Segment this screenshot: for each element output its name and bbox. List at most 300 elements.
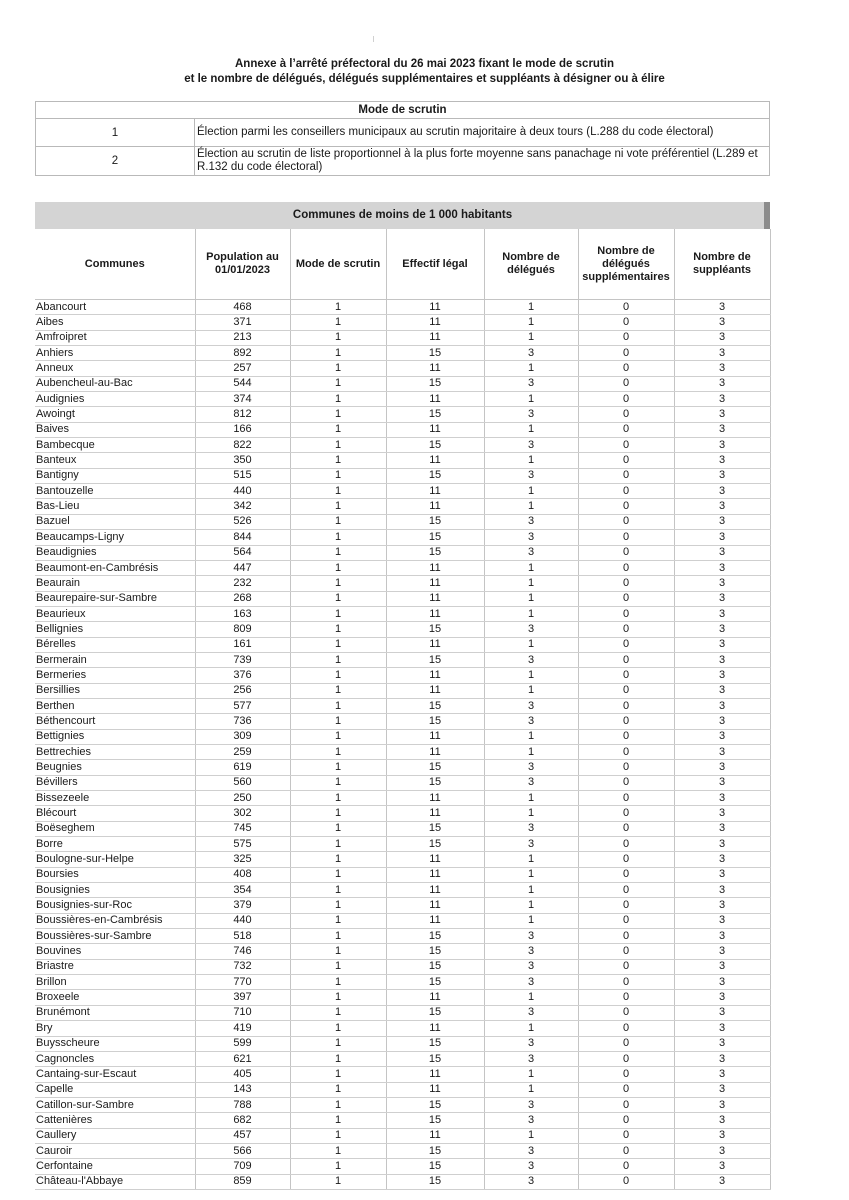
table-row: [35, 652, 770, 667]
commune-name-cell: Beaurepaire-sur-Sambre: [35, 591, 195, 606]
column-header-population: Population au 01/01/2023: [195, 229, 290, 300]
nombre-delegues-cell: 1: [484, 560, 578, 575]
mode-description: Élection au scrutin de liste proportionnel à la plus forte moyenne sans panachage ni vote préférentiel (L.289 et R.132 du code électoral): [195, 147, 770, 176]
mode-scrutin-cell: 1: [290, 1143, 386, 1158]
population-cell: 788: [195, 1097, 290, 1112]
population-cell: 732: [195, 959, 290, 974]
table-row: [35, 668, 770, 683]
mode-scrutin-cell: 1: [290, 1097, 386, 1112]
nombre-delegues-cell: 1: [484, 453, 578, 468]
column-header-delegues: Nombre de délégués: [484, 229, 578, 300]
population-cell: 256: [195, 683, 290, 698]
delegues-supplementaires-cell: 0: [578, 975, 674, 990]
population-cell: 736: [195, 714, 290, 729]
nombre-suppleants-cell: 3: [674, 775, 770, 790]
nombre-suppleants-cell: 3: [674, 591, 770, 606]
column-header-effectif: Effectif légal: [386, 229, 484, 300]
mode-number: 2: [36, 147, 195, 176]
mode-scrutin-cell: 1: [290, 315, 386, 330]
commune-name-cell: Borre: [35, 837, 195, 852]
communes-table-body: [35, 300, 770, 1190]
column-header-mode: Mode de scrutin: [290, 229, 386, 300]
commune-name-cell: Beaurieux: [35, 606, 195, 621]
population-cell: 350: [195, 453, 290, 468]
delegues-supplementaires-cell: 0: [578, 652, 674, 667]
nombre-delegues-cell: 1: [484, 499, 578, 514]
effectif-legal-cell: 11: [386, 392, 484, 407]
commune-name-cell: Bantouzelle: [35, 484, 195, 499]
effectif-legal-cell: 11: [386, 300, 484, 315]
table-row: [35, 438, 770, 453]
delegues-supplementaires-cell: 0: [578, 438, 674, 453]
table-row: [35, 1128, 770, 1143]
nombre-suppleants-cell: 3: [674, 376, 770, 391]
table-row: [35, 1082, 770, 1097]
nombre-suppleants-cell: 3: [674, 806, 770, 821]
commune-name-cell: Bévillers: [35, 775, 195, 790]
table-row: [35, 683, 770, 698]
delegues-supplementaires-cell: 0: [578, 1113, 674, 1128]
nombre-delegues-cell: 3: [484, 1036, 578, 1051]
nombre-delegues-cell: 3: [484, 929, 578, 944]
population-cell: 709: [195, 1159, 290, 1174]
delegues-supplementaires-cell: 0: [578, 468, 674, 483]
scan-edge-mark: [764, 202, 770, 229]
table-row: [35, 1051, 770, 1066]
effectif-legal-cell: 11: [386, 560, 484, 575]
nombre-delegues-cell: 1: [484, 422, 578, 437]
nombre-delegues-cell: 3: [484, 837, 578, 852]
table-row: [35, 346, 770, 361]
nombre-suppleants-cell: 3: [674, 315, 770, 330]
nombre-suppleants-cell: 3: [674, 422, 770, 437]
nombre-suppleants-cell: 3: [674, 330, 770, 345]
commune-name-cell: Beaurain: [35, 576, 195, 591]
population-cell: 419: [195, 1021, 290, 1036]
commune-name-cell: Berthen: [35, 698, 195, 713]
effectif-legal-cell: 11: [386, 1067, 484, 1082]
delegues-supplementaires-cell: 0: [578, 622, 674, 637]
mode-scrutin-cell: 1: [290, 346, 386, 361]
mode-scrutin-cell: 1: [290, 514, 386, 529]
nombre-suppleants-cell: 3: [674, 514, 770, 529]
table-row: [35, 791, 770, 806]
table-row: [35, 698, 770, 713]
commune-name-cell: Bérelles: [35, 637, 195, 652]
commune-name-cell: Anhiers: [35, 346, 195, 361]
nombre-delegues-cell: 3: [484, 959, 578, 974]
commune-name-cell: Boulogne-sur-Helpe: [35, 852, 195, 867]
effectif-legal-cell: 15: [386, 959, 484, 974]
effectif-legal-cell: 11: [386, 484, 484, 499]
delegues-supplementaires-cell: 0: [578, 1082, 674, 1097]
nombre-suppleants-cell: 3: [674, 990, 770, 1005]
nombre-delegues-cell: 1: [484, 300, 578, 315]
delegues-supplementaires-cell: 0: [578, 714, 674, 729]
effectif-legal-cell: 11: [386, 791, 484, 806]
delegues-supplementaires-cell: 0: [578, 1097, 674, 1112]
commune-name-cell: Brillon: [35, 975, 195, 990]
nombre-suppleants-cell: 3: [674, 1159, 770, 1174]
table-row: [35, 392, 770, 407]
mode-scrutin-cell: 1: [290, 1067, 386, 1082]
effectif-legal-cell: 15: [386, 1143, 484, 1158]
delegues-supplementaires-cell: 0: [578, 376, 674, 391]
table-row: [35, 775, 770, 790]
nombre-delegues-cell: 3: [484, 530, 578, 545]
delegues-supplementaires-cell: 0: [578, 1051, 674, 1066]
communes-section-banner: Communes de moins de 1 000 habitants: [35, 202, 770, 229]
mode-scrutin-cell: 1: [290, 775, 386, 790]
mode-scrutin-cell: 1: [290, 622, 386, 637]
delegues-supplementaires-cell: 0: [578, 545, 674, 560]
delegues-supplementaires-cell: 0: [578, 806, 674, 821]
population-cell: 844: [195, 530, 290, 545]
table-row: [35, 867, 770, 882]
mode-scrutin-cell: 1: [290, 714, 386, 729]
mode-scrutin-cell: 1: [290, 376, 386, 391]
delegues-supplementaires-cell: 0: [578, 591, 674, 606]
delegues-supplementaires-cell: 0: [578, 990, 674, 1005]
effectif-legal-cell: 11: [386, 591, 484, 606]
nombre-delegues-cell: 3: [484, 438, 578, 453]
nombre-suppleants-cell: 3: [674, 652, 770, 667]
effectif-legal-cell: 11: [386, 1082, 484, 1097]
delegues-supplementaires-cell: 0: [578, 346, 674, 361]
nombre-suppleants-cell: 3: [674, 622, 770, 637]
nombre-suppleants-cell: 3: [674, 392, 770, 407]
nombre-delegues-cell: 1: [484, 898, 578, 913]
delegues-supplementaires-cell: 0: [578, 606, 674, 621]
delegues-supplementaires-cell: 0: [578, 913, 674, 928]
mode-scrutin-cell: 1: [290, 744, 386, 759]
nombre-delegues-cell: 1: [484, 990, 578, 1005]
delegues-supplementaires-cell: 0: [578, 698, 674, 713]
nombre-delegues-cell: 1: [484, 683, 578, 698]
mode-scrutin-cell: 1: [290, 1174, 386, 1189]
delegues-supplementaires-cell: 0: [578, 1143, 674, 1158]
delegues-supplementaires-cell: 0: [578, 837, 674, 852]
effectif-legal-cell: 15: [386, 346, 484, 361]
nombre-delegues-cell: 1: [484, 791, 578, 806]
delegues-supplementaires-cell: 0: [578, 791, 674, 806]
delegues-supplementaires-cell: 0: [578, 530, 674, 545]
delegues-supplementaires-cell: 0: [578, 1021, 674, 1036]
effectif-legal-cell: 15: [386, 760, 484, 775]
nombre-suppleants-cell: 3: [674, 1113, 770, 1128]
effectif-legal-cell: 15: [386, 1174, 484, 1189]
commune-name-cell: Aibes: [35, 315, 195, 330]
mode-scrutin-cell: 1: [290, 330, 386, 345]
nombre-suppleants-cell: 3: [674, 744, 770, 759]
effectif-legal-cell: 11: [386, 315, 484, 330]
table-row: [35, 1067, 770, 1082]
population-cell: 440: [195, 484, 290, 499]
effectif-legal-cell: 11: [386, 913, 484, 928]
table-row: [35, 852, 770, 867]
table-row: [35, 898, 770, 913]
commune-name-cell: Bissezeele: [35, 791, 195, 806]
table-row: [35, 606, 770, 621]
commune-name-cell: Boëseghem: [35, 821, 195, 836]
delegues-supplementaires-cell: 0: [578, 422, 674, 437]
nombre-suppleants-cell: 3: [674, 576, 770, 591]
nombre-suppleants-cell: 3: [674, 499, 770, 514]
nombre-delegues-cell: 3: [484, 1143, 578, 1158]
nombre-suppleants-cell: 3: [674, 560, 770, 575]
commune-name-cell: Boursies: [35, 867, 195, 882]
commune-name-cell: Catillon-sur-Sambre: [35, 1097, 195, 1112]
population-cell: 560: [195, 775, 290, 790]
commune-name-cell: Bazuel: [35, 514, 195, 529]
mode-scrutin-cell: 1: [290, 898, 386, 913]
nombre-delegues-cell: 1: [484, 867, 578, 882]
mode-scrutin-cell: 1: [290, 683, 386, 698]
nombre-suppleants-cell: 3: [674, 1067, 770, 1082]
table-row: [35, 760, 770, 775]
nombre-delegues-cell: 3: [484, 714, 578, 729]
effectif-legal-cell: 15: [386, 1113, 484, 1128]
effectif-legal-cell: 15: [386, 821, 484, 836]
delegues-supplementaires-cell: 0: [578, 883, 674, 898]
table-row: [35, 499, 770, 514]
population-cell: 859: [195, 1174, 290, 1189]
delegues-supplementaires-cell: 0: [578, 867, 674, 882]
mode-scrutin-cell: 1: [290, 560, 386, 575]
table-row: [35, 545, 770, 560]
column-header-suppleants: Nombre de suppléants: [674, 229, 770, 300]
nombre-suppleants-cell: 3: [674, 883, 770, 898]
commune-name-cell: Banteux: [35, 453, 195, 468]
mode-scrutin-cell: 1: [290, 392, 386, 407]
effectif-legal-cell: 11: [386, 330, 484, 345]
population-cell: 515: [195, 468, 290, 483]
mode-scrutin-cell: 1: [290, 698, 386, 713]
mode-scrutin-cell: 1: [290, 1159, 386, 1174]
mode-row-1: [36, 119, 770, 147]
mode-scrutin-cell: 1: [290, 576, 386, 591]
population-cell: 745: [195, 821, 290, 836]
nombre-suppleants-cell: 3: [674, 1128, 770, 1143]
population-cell: 213: [195, 330, 290, 345]
nombre-delegues-cell: 1: [484, 1067, 578, 1082]
delegues-supplementaires-cell: 0: [578, 407, 674, 422]
nombre-delegues-cell: 3: [484, 821, 578, 836]
population-cell: 163: [195, 606, 290, 621]
nombre-suppleants-cell: 3: [674, 545, 770, 560]
population-cell: 405: [195, 1067, 290, 1082]
mode-scrutin-cell: 1: [290, 1021, 386, 1036]
effectif-legal-cell: 11: [386, 898, 484, 913]
nombre-delegues-cell: 3: [484, 468, 578, 483]
nombre-suppleants-cell: 3: [674, 300, 770, 315]
nombre-delegues-cell: 1: [484, 637, 578, 652]
delegues-supplementaires-cell: 0: [578, 668, 674, 683]
population-cell: 447: [195, 560, 290, 575]
nombre-suppleants-cell: 3: [674, 837, 770, 852]
commune-name-cell: Beugnies: [35, 760, 195, 775]
nombre-suppleants-cell: 3: [674, 729, 770, 744]
communes-table: [35, 229, 771, 1190]
population-cell: 746: [195, 944, 290, 959]
effectif-legal-cell: 11: [386, 361, 484, 376]
commune-name-cell: Beaudignies: [35, 545, 195, 560]
table-row: [35, 744, 770, 759]
table-row: [35, 959, 770, 974]
nombre-delegues-cell: 3: [484, 775, 578, 790]
nombre-delegues-cell: 3: [484, 1097, 578, 1112]
mode-scrutin-cell: 1: [290, 668, 386, 683]
table-row: [35, 1159, 770, 1174]
mode-scrutin-cell: 1: [290, 867, 386, 882]
nombre-delegues-cell: 3: [484, 652, 578, 667]
mode-scrutin-cell: 1: [290, 806, 386, 821]
nombre-suppleants-cell: 3: [674, 698, 770, 713]
commune-name-cell: Blécourt: [35, 806, 195, 821]
nombre-suppleants-cell: 3: [674, 1036, 770, 1051]
title-line-2: et le nombre de délégués, délégués supplémentaires et suppléants à désigner ou à élire: [184, 73, 665, 85]
delegues-supplementaires-cell: 0: [578, 744, 674, 759]
delegues-supplementaires-cell: 0: [578, 959, 674, 974]
effectif-legal-cell: 15: [386, 438, 484, 453]
effectif-legal-cell: 15: [386, 944, 484, 959]
commune-name-cell: Bry: [35, 1021, 195, 1036]
nombre-suppleants-cell: 3: [674, 898, 770, 913]
population-cell: 259: [195, 744, 290, 759]
commune-name-cell: Audignies: [35, 392, 195, 407]
table-row: [35, 1036, 770, 1051]
table-row: [35, 1097, 770, 1112]
population-cell: 457: [195, 1128, 290, 1143]
nombre-delegues-cell: 1: [484, 392, 578, 407]
mode-scrutin-cell: 1: [290, 837, 386, 852]
commune-name-cell: Brunémont: [35, 1005, 195, 1020]
commune-name-cell: Amfroipret: [35, 330, 195, 345]
table-row: [35, 714, 770, 729]
delegues-supplementaires-cell: 0: [578, 729, 674, 744]
mode-scrutin-cell: 1: [290, 791, 386, 806]
commune-name-cell: Aubencheul-au-Bac: [35, 376, 195, 391]
nombre-delegues-cell: 1: [484, 852, 578, 867]
delegues-supplementaires-cell: 0: [578, 560, 674, 575]
nombre-suppleants-cell: 3: [674, 821, 770, 836]
nombre-delegues-cell: 3: [484, 545, 578, 560]
table-row: [35, 484, 770, 499]
commune-name-cell: Baives: [35, 422, 195, 437]
mode-scrutin-cell: 1: [290, 1005, 386, 1020]
commune-name-cell: Bersillies: [35, 683, 195, 698]
mode-scrutin-cell: 1: [290, 1082, 386, 1097]
nombre-delegues-cell: 1: [484, 361, 578, 376]
commune-name-cell: Bellignies: [35, 622, 195, 637]
population-cell: 302: [195, 806, 290, 821]
commune-name-cell: Capelle: [35, 1082, 195, 1097]
nombre-delegues-cell: 1: [484, 744, 578, 759]
delegues-supplementaires-cell: 0: [578, 821, 674, 836]
nombre-suppleants-cell: 3: [674, 407, 770, 422]
table-row: [35, 1143, 770, 1158]
population-cell: 710: [195, 1005, 290, 1020]
effectif-legal-cell: 11: [386, 806, 484, 821]
effectif-legal-cell: 11: [386, 683, 484, 698]
delegues-supplementaires-cell: 0: [578, 683, 674, 698]
population-cell: 575: [195, 837, 290, 852]
nombre-delegues-cell: 3: [484, 944, 578, 959]
population-cell: 143: [195, 1082, 290, 1097]
population-cell: 374: [195, 392, 290, 407]
nombre-suppleants-cell: 3: [674, 1097, 770, 1112]
commune-name-cell: Béthencourt: [35, 714, 195, 729]
mode-row-2: [36, 147, 770, 176]
commune-name-cell: Bantigny: [35, 468, 195, 483]
population-cell: 440: [195, 913, 290, 928]
effectif-legal-cell: 11: [386, 729, 484, 744]
delegues-supplementaires-cell: 0: [578, 929, 674, 944]
effectif-legal-cell: 15: [386, 698, 484, 713]
table-row: [35, 514, 770, 529]
effectif-legal-cell: 15: [386, 714, 484, 729]
population-cell: 232: [195, 576, 290, 591]
mode-scrutin-cell: 1: [290, 975, 386, 990]
delegues-supplementaires-cell: 0: [578, 392, 674, 407]
effectif-legal-cell: 15: [386, 545, 484, 560]
population-cell: 544: [195, 376, 290, 391]
nombre-suppleants-cell: 3: [674, 867, 770, 882]
nombre-suppleants-cell: 3: [674, 760, 770, 775]
effectif-legal-cell: 11: [386, 637, 484, 652]
effectif-legal-cell: 15: [386, 1051, 484, 1066]
population-cell: 564: [195, 545, 290, 560]
table-row: [35, 975, 770, 990]
population-cell: 250: [195, 791, 290, 806]
mode-scrutin-cell: 1: [290, 990, 386, 1005]
effectif-legal-cell: 11: [386, 990, 484, 1005]
table-row: [35, 729, 770, 744]
effectif-legal-cell: 11: [386, 1021, 484, 1036]
commune-name-cell: Cantaing-sur-Escaut: [35, 1067, 195, 1082]
commune-name-cell: Bermerain: [35, 652, 195, 667]
table-row: [35, 944, 770, 959]
table-row: [35, 1174, 770, 1189]
delegues-supplementaires-cell: 0: [578, 637, 674, 652]
mode-scrutin-cell: 1: [290, 499, 386, 514]
population-cell: 518: [195, 929, 290, 944]
column-header-communes: Communes: [35, 229, 195, 300]
effectif-legal-cell: 11: [386, 852, 484, 867]
nombre-delegues-cell: 3: [484, 622, 578, 637]
population-cell: 268: [195, 591, 290, 606]
delegues-supplementaires-cell: 0: [578, 1067, 674, 1082]
effectif-legal-cell: 11: [386, 668, 484, 683]
effectif-legal-cell: 15: [386, 468, 484, 483]
table-row: [35, 622, 770, 637]
document-title: [0, 57, 849, 87]
population-cell: 325: [195, 852, 290, 867]
table-row: [35, 591, 770, 606]
nombre-suppleants-cell: 3: [674, 944, 770, 959]
population-cell: 354: [195, 883, 290, 898]
table-row: [35, 422, 770, 437]
population-cell: 809: [195, 622, 290, 637]
effectif-legal-cell: 11: [386, 576, 484, 591]
delegues-supplementaires-cell: 0: [578, 898, 674, 913]
delegues-supplementaires-cell: 0: [578, 315, 674, 330]
nombre-suppleants-cell: 3: [674, 1051, 770, 1066]
nombre-delegues-cell: 1: [484, 1128, 578, 1143]
nombre-suppleants-cell: 3: [674, 530, 770, 545]
mode-scrutin-cell: 1: [290, 852, 386, 867]
nombre-delegues-cell: 3: [484, 346, 578, 361]
